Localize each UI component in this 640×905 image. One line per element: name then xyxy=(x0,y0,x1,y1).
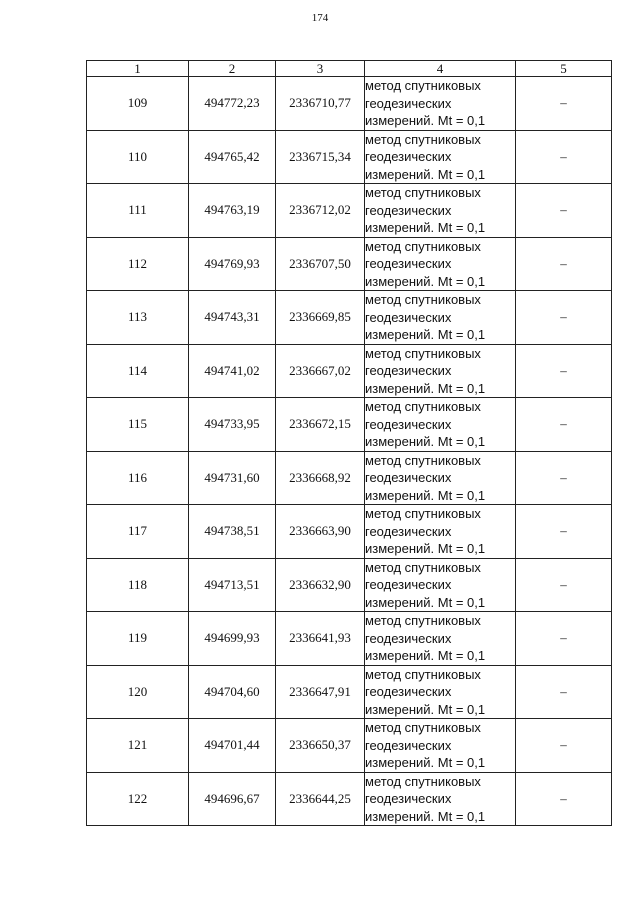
method-line: геодезических xyxy=(365,202,452,218)
method-line: геодезических xyxy=(365,149,452,164)
method-line: измерений. Mt = 0,1 xyxy=(365,755,486,770)
point-number-cell: 109 xyxy=(87,77,189,131)
y-coordinate-cell: 2336641,93 xyxy=(276,612,365,666)
x-coordinate-cell: 494763,19 xyxy=(189,184,276,238)
method-line: геодезических xyxy=(365,363,452,378)
table-row xyxy=(87,558,612,612)
method-cell xyxy=(365,665,516,719)
y-coordinate-cell: 2336663,90 xyxy=(276,505,365,559)
method-line: геодезических xyxy=(365,523,452,539)
y-coordinate-cell: 2336712,02 xyxy=(276,184,365,238)
method-line: геодезических xyxy=(365,791,452,806)
y-coordinate-cell: 2336632,90 xyxy=(276,558,365,612)
note-cell: – xyxy=(516,291,612,345)
method-line: измерений. Mt = 0,1 xyxy=(365,113,486,128)
method-line: геодезических xyxy=(365,416,452,432)
x-coordinate-cell: 494733,95 xyxy=(189,398,276,452)
y-coordinate-cell: 2336715,34 xyxy=(276,130,365,184)
note-cell: – xyxy=(516,719,612,773)
method-line: метод спутниковых xyxy=(365,773,481,789)
method-line: метод спутниковых xyxy=(365,238,481,254)
method-cell xyxy=(365,772,516,826)
note-cell: – xyxy=(516,505,612,559)
point-number-cell: 117 xyxy=(87,505,189,559)
x-coordinate-cell: 494699,93 xyxy=(189,612,276,666)
method-cell xyxy=(365,184,516,238)
method-cell xyxy=(365,398,516,452)
method-cell xyxy=(365,612,516,666)
y-coordinate-cell: 2336667,02 xyxy=(276,344,365,398)
column-header-3: 3 xyxy=(276,61,365,77)
point-number-cell: 121 xyxy=(87,719,189,773)
y-coordinate-cell: 2336672,15 xyxy=(276,398,365,452)
note-cell: – xyxy=(516,558,612,612)
method-line: измерений. Mt = 0,1 xyxy=(365,434,486,449)
x-coordinate-cell: 494713,51 xyxy=(189,558,276,612)
method-line: геодезических xyxy=(365,630,452,646)
table-row xyxy=(87,398,612,452)
method-cell xyxy=(365,719,516,773)
x-coordinate-cell: 494741,02 xyxy=(189,344,276,398)
method-line: измерений. Mt = 0,1 xyxy=(365,487,486,503)
table-row xyxy=(87,344,612,398)
y-coordinate-cell: 2336669,85 xyxy=(276,291,365,345)
method-cell xyxy=(365,77,516,131)
table-body xyxy=(87,77,612,826)
method-line: метод спутниковых xyxy=(365,399,481,414)
method-line: метод спутниковых xyxy=(365,720,481,735)
point-number-cell: 120 xyxy=(87,665,189,719)
table-row xyxy=(87,719,612,773)
header-row xyxy=(87,61,612,77)
method-line: измерений. Mt = 0,1 xyxy=(365,541,486,556)
method-cell xyxy=(365,451,516,505)
column-header-2: 2 xyxy=(189,61,276,77)
point-number-cell: 113 xyxy=(87,291,189,345)
method-line: метод спутниковых xyxy=(365,185,481,200)
note-cell: – xyxy=(516,772,612,826)
y-coordinate-cell: 2336707,50 xyxy=(276,237,365,291)
method-cell xyxy=(365,291,516,345)
method-cell xyxy=(365,505,516,559)
method-line: метод спутниковых xyxy=(365,506,481,521)
y-coordinate-cell: 2336644,25 xyxy=(276,772,365,826)
method-line: геодезических xyxy=(365,256,452,271)
method-cell xyxy=(365,237,516,291)
y-coordinate-cell: 2336668,92 xyxy=(276,451,365,505)
method-line: измерений. Mt = 0,1 xyxy=(365,808,486,824)
note-cell: – xyxy=(516,665,612,719)
table-row xyxy=(87,451,612,505)
table-row xyxy=(87,505,612,559)
x-coordinate-cell: 494704,60 xyxy=(189,665,276,719)
method-line: геодезических xyxy=(365,95,452,111)
x-coordinate-cell: 494731,60 xyxy=(189,451,276,505)
method-line: измерений. Mt = 0,1 xyxy=(365,220,486,235)
note-cell: – xyxy=(516,77,612,131)
method-line: метод спутниковых xyxy=(365,559,481,575)
x-coordinate-cell: 494765,42 xyxy=(189,130,276,184)
y-coordinate-cell: 2336650,37 xyxy=(276,719,365,773)
method-line: метод спутниковых xyxy=(365,78,481,93)
method-line: геодезических xyxy=(365,684,452,699)
note-cell: – xyxy=(516,130,612,184)
table-row xyxy=(87,291,612,345)
note-cell: – xyxy=(516,344,612,398)
method-line: метод спутниковых xyxy=(365,292,481,307)
table-row xyxy=(87,130,612,184)
point-number-cell: 118 xyxy=(87,558,189,612)
note-cell: – xyxy=(516,184,612,238)
method-line: измерений. Mt = 0,1 xyxy=(365,380,486,396)
method-line: метод спутниковых xyxy=(365,613,481,628)
x-coordinate-cell: 494772,23 xyxy=(189,77,276,131)
method-line: метод спутниковых xyxy=(365,666,481,682)
note-cell: – xyxy=(516,451,612,505)
method-line: геодезических xyxy=(365,309,452,325)
coordinates-table xyxy=(86,60,612,826)
x-coordinate-cell: 494701,44 xyxy=(189,719,276,773)
method-line: измерений. Mt = 0,1 xyxy=(365,594,486,610)
x-coordinate-cell: 494696,67 xyxy=(189,772,276,826)
method-cell xyxy=(365,130,516,184)
point-number-cell: 122 xyxy=(87,772,189,826)
method-line: измерений. Mt = 0,1 xyxy=(365,166,486,182)
point-number-cell: 112 xyxy=(87,237,189,291)
table-row xyxy=(87,77,612,131)
table-row xyxy=(87,184,612,238)
method-line: геодезических xyxy=(365,737,452,753)
table-row xyxy=(87,772,612,826)
table-row xyxy=(87,612,612,666)
method-cell xyxy=(365,558,516,612)
method-line: метод спутниковых xyxy=(365,345,481,361)
method-line: метод спутниковых xyxy=(365,131,481,147)
column-header-1: 1 xyxy=(87,61,189,77)
note-cell: – xyxy=(516,398,612,452)
note-cell: – xyxy=(516,237,612,291)
y-coordinate-cell: 2336647,91 xyxy=(276,665,365,719)
method-line: измерений. Mt = 0,1 xyxy=(365,273,486,289)
method-line: метод спутниковых xyxy=(365,452,481,468)
method-line: измерений. Mt = 0,1 xyxy=(365,701,486,717)
method-cell xyxy=(365,344,516,398)
y-coordinate-cell: 2336710,77 xyxy=(276,77,365,131)
point-number-cell: 114 xyxy=(87,344,189,398)
page-number: 174 xyxy=(311,12,329,24)
note-cell: – xyxy=(516,612,612,666)
table-row xyxy=(87,237,612,291)
point-number-cell: 116 xyxy=(87,451,189,505)
method-line: измерений. Mt = 0,1 xyxy=(365,648,486,663)
x-coordinate-cell: 494769,93 xyxy=(189,237,276,291)
column-header-5: 5 xyxy=(516,61,612,77)
point-number-cell: 119 xyxy=(87,612,189,666)
method-line: геодезических xyxy=(365,577,452,592)
method-line: геодезических xyxy=(365,470,452,485)
table-row xyxy=(87,665,612,719)
x-coordinate-cell: 494743,31 xyxy=(189,291,276,345)
point-number-cell: 110 xyxy=(87,130,189,184)
point-number-cell: 111 xyxy=(87,184,189,238)
column-header-4: 4 xyxy=(365,61,516,77)
method-line: измерений. Mt = 0,1 xyxy=(365,327,486,342)
x-coordinate-cell: 494738,51 xyxy=(189,505,276,559)
point-number-cell: 115 xyxy=(87,398,189,452)
